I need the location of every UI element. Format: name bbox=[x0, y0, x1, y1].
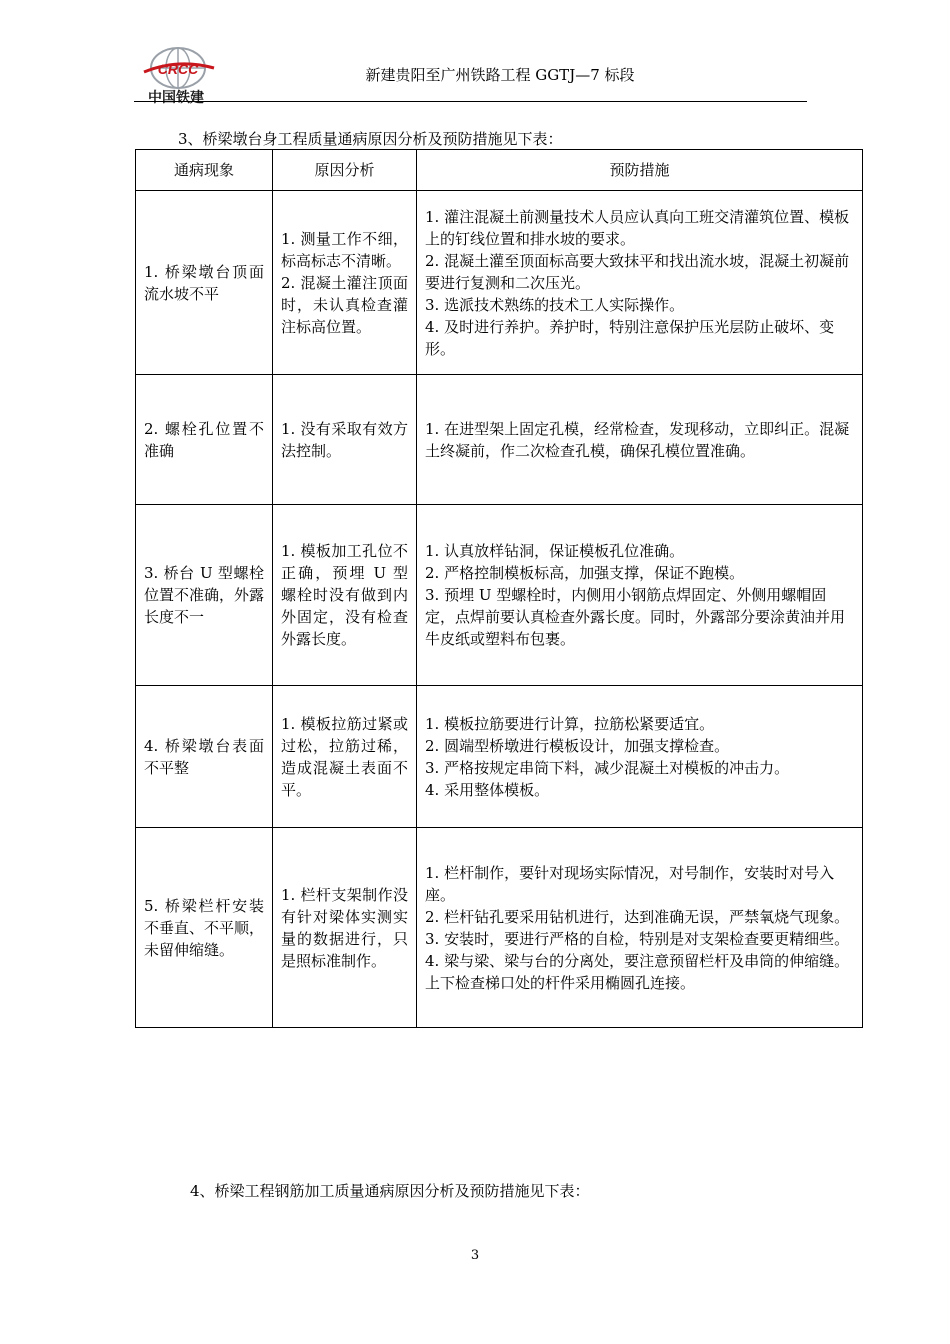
page-number: 3 bbox=[470, 1248, 480, 1263]
cause-item: 1. 测量工作不细，标高标志不清晰。 bbox=[281, 229, 408, 270]
cause-item: 1. 模板拉筋过紧或过松，拉筋过稀，造成混凝土表面不平。 bbox=[281, 714, 408, 799]
crcc-logo bbox=[134, 44, 226, 106]
measure-item: 3. 安装时，要进行严格的自检，特别是对支架检查要更精细些。 bbox=[425, 929, 850, 948]
measure-item: 2. 栏杆钻孔要采用钻机进行，达到准确无误，严禁氧烧气现象。 bbox=[425, 907, 850, 926]
cause-cell bbox=[273, 686, 417, 828]
cause-item: 1. 栏杆支架制作没有针对梁体实测实量的数据进行，只是照标准制作。 bbox=[281, 885, 408, 970]
phenomenon-cell: 4. 桥梁墩台表面不平整 bbox=[136, 686, 273, 828]
defects-table bbox=[135, 149, 863, 1028]
cause-cell bbox=[273, 505, 417, 686]
table-header-row bbox=[136, 150, 863, 191]
measure-item: 3. 严格按规定串筒下料，减少混凝土对模板的冲击力。 bbox=[425, 758, 790, 777]
logo-caption: 中国铁建 bbox=[148, 90, 204, 106]
cause-item: 1. 没有采取有效方法控制。 bbox=[281, 419, 408, 460]
measure-item: 1. 灌注混凝土前测量技术人员应认真向工班交清灌筑位置、模板上的钉线位置和排水坡的要求。 bbox=[425, 207, 850, 248]
table-row bbox=[136, 375, 863, 505]
measure-item: 2. 混凝土灌至顶面标高要大致抹平和找出流水坡，混凝土初凝前要进行复测和二次压光。 bbox=[425, 251, 850, 292]
table-row bbox=[136, 505, 863, 686]
measure-item: 1. 认真放样钻洞，保证模板孔位准确。 bbox=[425, 542, 685, 560]
measure-item: 4. 采用整体模板。 bbox=[425, 780, 550, 799]
measures-cell bbox=[417, 686, 863, 828]
measures-cell bbox=[417, 375, 863, 505]
measure-item: 2. 圆端型桥墩进行模板设计，加强支撑检查。 bbox=[425, 736, 730, 755]
table-row bbox=[136, 686, 863, 828]
column-header-measures: 预防措施 bbox=[417, 150, 863, 191]
header-title: 新建贵阳至广州铁路工程 GGTJ—7 标段 bbox=[365, 66, 635, 84]
measure-item: 3. 选派技术熟练的技术工人实际操作。 bbox=[425, 295, 685, 314]
measures-cell bbox=[417, 828, 863, 1028]
section-4-heading: 4、桥梁工程钢筋加工质量通病原因分析及预防措施见下表： bbox=[190, 1182, 590, 1200]
measure-item: 2. 严格控制模板标高，加强支撑，保证不跑模。 bbox=[425, 564, 745, 582]
logo-crcc-text: CRCC bbox=[157, 61, 199, 77]
table-row bbox=[136, 828, 863, 1028]
column-header-cause: 原因分析 bbox=[273, 150, 417, 191]
phenomenon-cell: 5. 桥梁栏杆安装不垂直、不平顺，未留伸缩缝。 bbox=[136, 828, 273, 1028]
phenomenon-cell: 3. 桥台 U 型螺栓位置不准确，外露长度不一 bbox=[136, 505, 273, 686]
column-header-phenomenon: 通病现象 bbox=[136, 150, 273, 191]
measures-cell bbox=[417, 191, 863, 375]
cause-cell bbox=[273, 191, 417, 375]
section-3-heading: 3、桥梁墩台身工程质量通病原因分析及预防措施见下表： bbox=[178, 130, 563, 148]
cause-cell bbox=[273, 375, 417, 505]
measure-item: 4. 梁与梁、梁与台的分离处，要注意预留栏杆及串筒的伸缩缝。上下检查梯口处的杆件采用椭圆孔连接。 bbox=[425, 951, 850, 992]
cause-item: 1. 模板加工孔位不正确，预埋 U 型螺栓时没有做到内外固定，没有检查外露长度。 bbox=[281, 542, 408, 648]
phenomenon-cell: 1. 桥梁墩台顶面流水坡不平 bbox=[136, 191, 273, 375]
measure-item: 3. 预埋 U 型螺栓时，内侧用小钢筋点焊固定、外侧用螺帽固定，点焊前要认真检查外露长度。同时，外露部分要涂黄油并用牛皮纸或塑料布包裹。 bbox=[425, 586, 846, 648]
cause-item: 2. 混凝土灌注顶面时，未认真检查灌注标高位置。 bbox=[281, 273, 408, 336]
cause-cell bbox=[273, 828, 417, 1028]
table-row bbox=[136, 191, 863, 375]
measure-item: 1. 在进型架上固定孔模，经常检查，发现移动，立即纠正。混凝土终凝前，作二次检查孔模，确保孔模位置准确。 bbox=[425, 419, 850, 460]
measure-item: 4. 及时进行养护。养护时，特别注意保护压光层防止破坏、变形。 bbox=[425, 317, 835, 358]
phenomenon-cell: 2. 螺栓孔位置不准确 bbox=[136, 375, 273, 505]
measures-cell bbox=[417, 505, 863, 686]
measure-item: 1. 栏杆制作，要针对现场实际情况，对号制作，安装时对号入座。 bbox=[425, 863, 835, 904]
measure-item: 1. 模板拉筋要进行计算，拉筋松紧要适宜。 bbox=[425, 714, 715, 733]
header-divider bbox=[134, 101, 807, 102]
